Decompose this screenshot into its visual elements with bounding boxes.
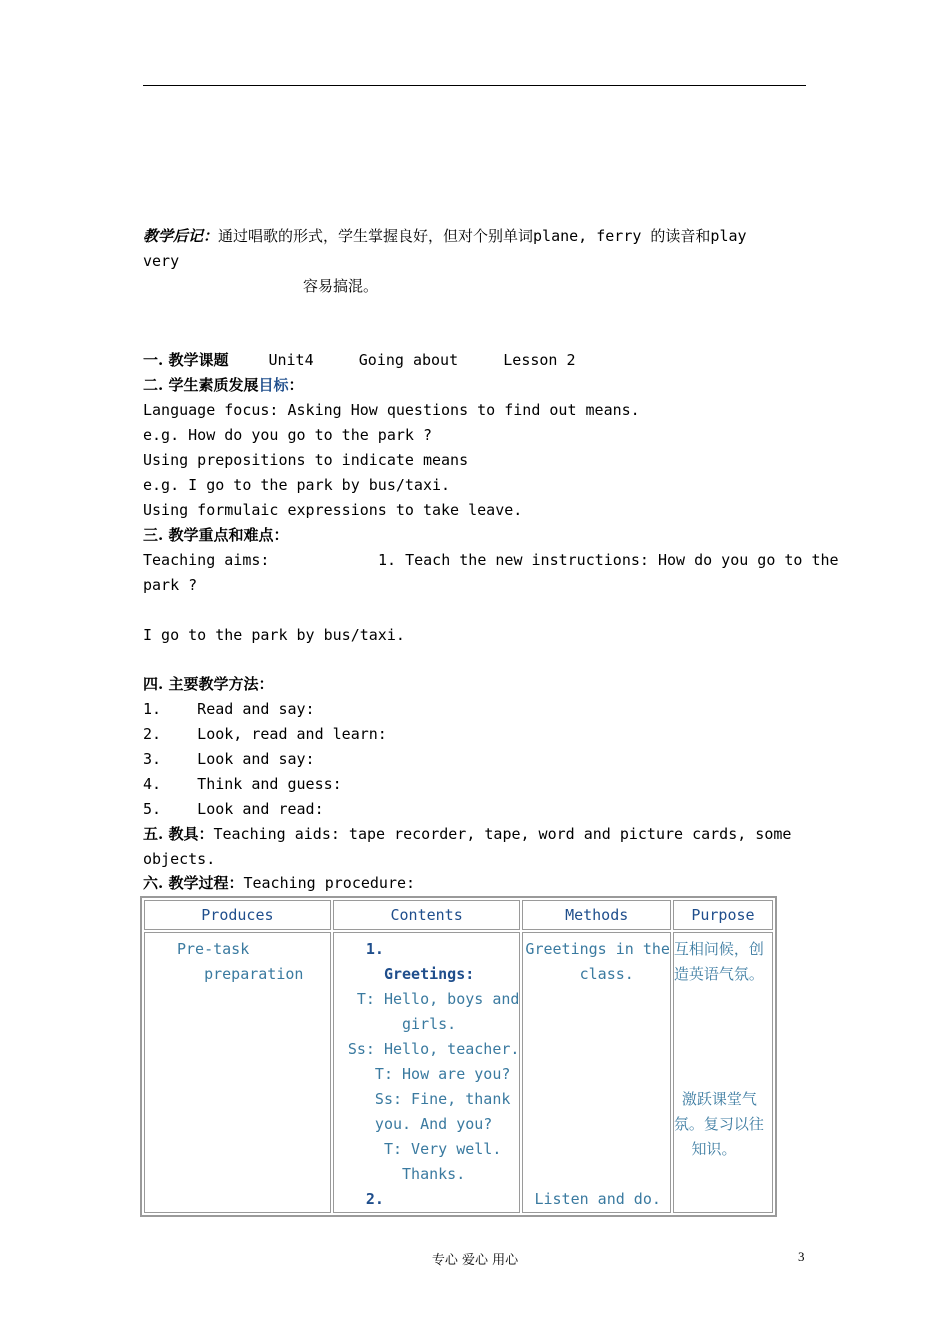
contents-line: 2. — [347, 1190, 384, 1208]
purpose-line: 知识。 — [681, 1140, 737, 1158]
goal-line: e.g. How do you go to the park ? — [143, 426, 432, 444]
teaching-aims-label: Teaching aims: — [143, 551, 270, 569]
produces-line: Pre-task — [177, 940, 250, 958]
section-goals — [143, 375, 303, 395]
purpose-line: 互相问候，创 — [673, 940, 764, 958]
methods-line: class. — [525, 965, 634, 983]
goal-line: e.g. I go to the park by bus/taxi. — [143, 476, 451, 494]
method-item: 5. Look and read: — [143, 800, 324, 818]
teaching-aims-extra: I go to the park by bus/taxi. — [143, 626, 405, 644]
cell-contents — [333, 932, 521, 1213]
contents-line: T: Hello, boys and — [347, 990, 520, 1008]
contents-line: Thanks. — [347, 1165, 466, 1183]
header-methods: Methods — [522, 900, 671, 930]
section-procedure-label: 六. 教学过程： — [143, 874, 244, 892]
cell-produces — [144, 932, 331, 1213]
method-item: 2. Look, read and learn: — [143, 725, 387, 743]
footer-motto: 专心 爱心 用心 — [431, 1253, 519, 1268]
postscript-line-2: very — [143, 252, 180, 270]
section-aids-text: Teaching aids: tape recorder, tape, word and picture cards, some — [213, 825, 792, 843]
goal-line: Language focus: Asking How questions to find out means. — [143, 401, 640, 419]
goal-line: Using formulaic expressions to take leave. — [143, 501, 523, 519]
header-purpose: Purpose — [673, 900, 773, 930]
postscript-line-3: 容易搞混。 — [303, 277, 379, 295]
contents-line: T: Very well. — [347, 1140, 502, 1158]
section-procedure — [143, 873, 415, 893]
teaching-aims-cont: park ? — [143, 576, 198, 594]
section-procedure-text: Teaching procedure: — [243, 874, 416, 892]
section-goals-label: 二. 学生素质发展 — [143, 376, 259, 394]
cell-purpose — [673, 932, 773, 1213]
table-row — [144, 932, 773, 1213]
methods-spacer — [523, 987, 670, 1187]
purpose-line: 造英语气氛。 — [673, 965, 764, 983]
section-aids-cont: objects. — [143, 850, 216, 868]
section-topic-value: Unit4 Going about Lesson 2 — [268, 351, 576, 369]
section-goals-highlight: 目标 — [258, 376, 289, 394]
contents-line: Ss: Fine, thank — [347, 1090, 511, 1108]
header-contents: Contents — [333, 900, 521, 930]
section-keypoints-label: 三. 教学重点和难点： — [143, 526, 289, 544]
produces-line: preparation — [177, 965, 304, 983]
procedure-table — [140, 896, 777, 1217]
section-aids-label: 五. 教具： — [143, 825, 214, 843]
teaching-aims-text: 1. Teach the new instructions: How do you go to the — [378, 551, 839, 569]
section-topic-label: 一. 教学课题 — [143, 351, 229, 369]
table-header-row — [144, 900, 773, 930]
header-rule — [143, 85, 806, 86]
contents-line: 1. — [347, 940, 384, 958]
method-item: 3. Look and say: — [143, 750, 315, 768]
section-methods-label: 四. 主要教学方法： — [143, 675, 274, 693]
postscript-label: 教学后记： — [143, 227, 219, 245]
contents-line: girls. — [347, 1015, 457, 1033]
section-aids — [143, 824, 791, 844]
contents-line: Greetings: — [347, 965, 475, 983]
methods-line: Greetings in the — [525, 940, 670, 958]
section-topic — [143, 350, 576, 370]
header-produces: Produces — [144, 900, 331, 930]
goal-line: Using prepositions to indicate means — [143, 451, 469, 469]
postscript-line-1 — [143, 226, 747, 246]
section-goals-colon: ： — [288, 376, 304, 394]
cell-methods — [522, 932, 671, 1213]
method-item: 4. Think and guess: — [143, 775, 342, 793]
purpose-line: 激跃课堂气 — [681, 1090, 757, 1108]
purpose-spacer — [674, 987, 772, 1087]
contents-line: Ss: Hello, teacher. — [347, 1040, 520, 1058]
methods-line: Listen and do. — [525, 1190, 661, 1208]
method-item: 1. Read and say: — [143, 700, 315, 718]
postscript-text-1: 通过唱歌的形式，学生掌握良好，但对个别单词plane, ferry 的读音和play — [218, 227, 747, 245]
purpose-line: 氛。复习以往 — [673, 1115, 764, 1133]
contents-line: T: How are you? — [347, 1065, 511, 1083]
contents-line: you. And you? — [347, 1115, 493, 1133]
page-number: 3 — [798, 1249, 805, 1264]
